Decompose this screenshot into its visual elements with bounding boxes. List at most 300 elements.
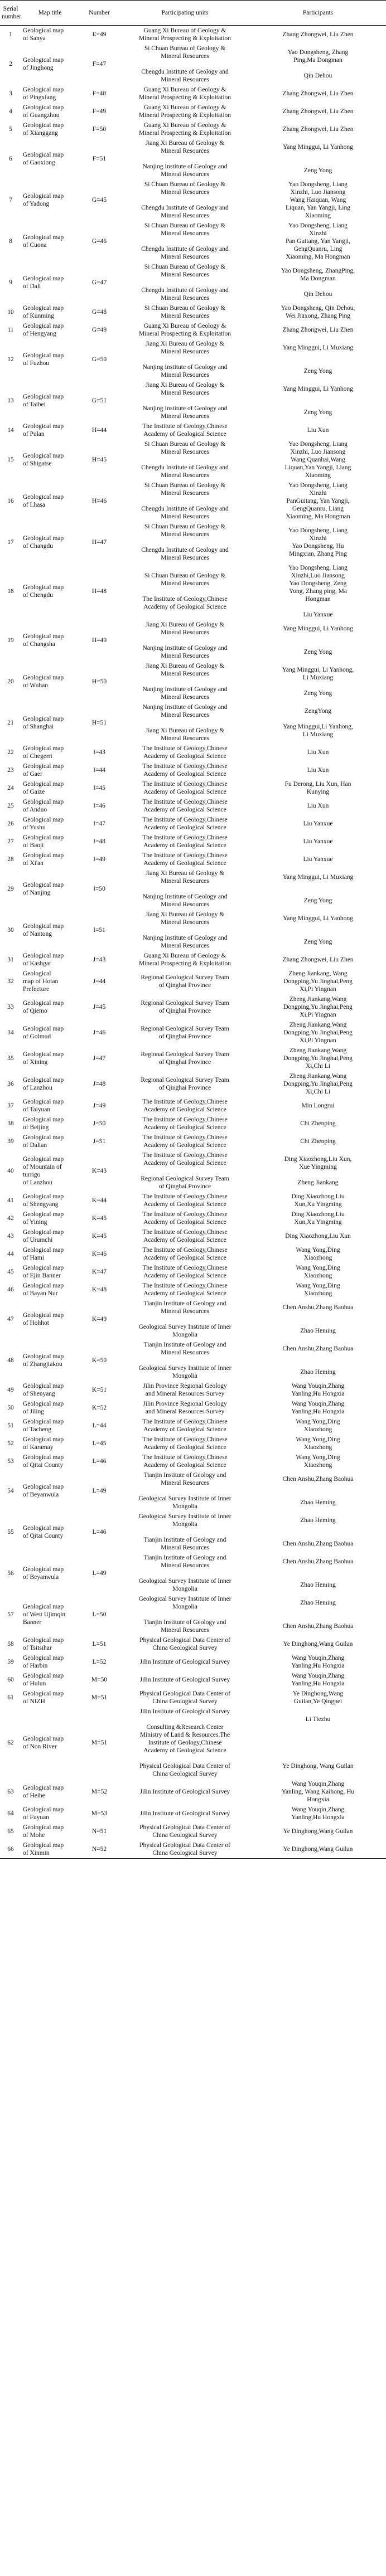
- cell-participants: Yang Minggui, Li Yanhong Zeng Yong: [283, 386, 353, 416]
- cell-participating-units: Jiang Xi Bureau of Geology & Mineral Resources Nanjing Institute of Geology and Mineral Resources: [142, 382, 228, 420]
- cell-map-number: I=49: [93, 856, 105, 863]
- cell-serial-number: 20: [7, 678, 14, 685]
- cell-map-number: K=47: [91, 1268, 107, 1275]
- cell-serial-number: 35: [7, 1055, 14, 1062]
- cell-participants: Yang Minggui, Li Yanhong Zeng Yong: [283, 625, 353, 655]
- cell-map-number: G=48: [91, 309, 107, 315]
- cell-participants: Chen Anshu,Zhang Baohua Zhao Heming: [282, 1476, 354, 1506]
- cell-participating-units: Si Chuan Bureau of Geology & Mineral Resources Chengdu Institute of Geology and Mineral Resources: [141, 441, 229, 479]
- cell-serial-number: 25: [7, 803, 14, 809]
- cell-map-title: Geological map of Mohe: [23, 1824, 64, 1839]
- cell-participating-units: The Institute of Geology,Chinese Academy of Geological Science: [142, 1099, 228, 1113]
- header-number: Number: [79, 1, 120, 26]
- table-row: [0, 1281, 386, 1299]
- cell-map-number: M=50: [91, 1676, 108, 1683]
- cell-participants: Ye Dinghong,Wang Guilan: [250, 1840, 386, 1859]
- cell-participants: Zhao Heming Chen Anshu,Zhang Baohua: [282, 1600, 354, 1630]
- cell-serial-number: 32: [7, 978, 14, 985]
- table-body: [0, 26, 386, 1859]
- cell-serial-number: 1: [9, 31, 12, 38]
- cell-map-number: L=49: [92, 1488, 107, 1494]
- table-row: [0, 421, 386, 439]
- cell-participants: Wang Youqin,Zhang Yanling,Hu Hongxia: [291, 1383, 345, 1397]
- cell-map-title: Geological map of Lhasa: [23, 494, 64, 508]
- cell-map-number: J=44: [93, 978, 106, 985]
- cell-map-title: Geological map of Taibei: [23, 393, 64, 408]
- cell-participating-units: The Institute of Geology,Chinese Academy of Geological Science: [142, 763, 228, 777]
- header-map-title: Map title: [21, 1, 79, 26]
- cell-participating-units: Physical Geological Data Center of China Geological Survey: [139, 1637, 230, 1651]
- cell-map-title: Geological map of Lanzhou: [23, 1077, 64, 1091]
- cell-serial-number: 54: [7, 1488, 14, 1494]
- table-row: [0, 1263, 386, 1281]
- cell-serial-number: 59: [7, 1659, 14, 1665]
- cell-serial-number: 12: [7, 356, 14, 363]
- cell-serial-number: 28: [7, 856, 14, 863]
- cell-map-title: Geological map of Pulan: [23, 423, 64, 438]
- cell-participants: Chen Anshu,Zhang Baohua Zhao Heming: [282, 1345, 354, 1376]
- cell-map-title: Geological map of Bayan Nur: [23, 1282, 64, 1297]
- cell-map-title: Geological map of Yadong: [23, 193, 64, 207]
- cell-participants: Zhang Zhongwei, Liu Zhen: [282, 126, 354, 133]
- cell-map-number: N=52: [79, 1840, 120, 1859]
- cell-map-title: Geological map of Urumchi: [23, 1229, 64, 1243]
- cell-participants: Wang Youqin,Zhang Yanling,Hu Hongxia: [291, 1655, 345, 1669]
- cell-map-title: Geological map of Cuona: [23, 234, 64, 249]
- table-row: [0, 994, 386, 1020]
- cell-participants: Ding Xiaozhong,Liu Xun, Xue Yingming Zheng Jiankang: [284, 1156, 352, 1186]
- cell-map-number: G=49: [91, 327, 107, 333]
- cell-map-number: H=48: [91, 588, 107, 595]
- cell-participating-units: The Institute of Geology,Chinese Academy of Geological Science: [142, 1265, 228, 1279]
- table-row: [0, 339, 386, 380]
- table-row: [0, 43, 386, 85]
- cell-participants: Ding Xiaozhong,Liu Xun,Xu Yingming: [291, 1211, 345, 1226]
- cell-map-title: Geological map of Dalian: [23, 1134, 64, 1149]
- cell-serial-number: 2: [9, 61, 12, 67]
- cell-map-number: M=53: [91, 1810, 108, 1817]
- cell-map-number: H=50: [91, 678, 107, 685]
- cell-participants: Chen Anshu,Zhang Baohua Zhao Heming: [282, 1558, 354, 1588]
- cell-map-number: J=50: [93, 1120, 106, 1127]
- cell-participating-units: Tianjin Institute of Geology and Mineral Resources Geological Survey Institute of Inner Mongolia: [138, 1300, 231, 1338]
- cell-serial-number: 31: [7, 956, 14, 963]
- cell-map-title: Geological map of Taiyuan: [23, 1099, 64, 1113]
- cell-participants: Yao Dongsheng, Liang Xinzhi Pan Guitang, Yan Yangji, GengQuanru, Ling Xiaoming, Ma Hongman: [286, 222, 350, 260]
- cell-participating-units: Si Chuan Bureau of Geology & Mineral Resources Chengdu Institute of Geology and Mineral Resources: [141, 222, 229, 260]
- cell-participants: Zheng Jiankang,Wang Dongping,Yu Jinghai,Peng Xi,Chi Li: [283, 1047, 353, 1070]
- cell-serial-number: 41: [7, 1197, 14, 1204]
- cell-participating-units: The Institute of Geology,Chinese Academy of Geological Science: [142, 1247, 228, 1261]
- cell-participating-units: The Institute of Geology,Chinese Academy of Geological Science: [142, 1193, 228, 1208]
- table-row: [0, 138, 386, 179]
- cell-serial-number: 13: [7, 397, 14, 404]
- header-participants: Participants: [250, 1, 386, 26]
- cell-serial-number: 40: [7, 1168, 14, 1174]
- cell-serial-number: 37: [7, 1102, 14, 1109]
- cell-map-number: K=48: [91, 1286, 107, 1293]
- cell-map-number: J=43: [93, 956, 106, 963]
- cell-map-number: H=45: [91, 456, 107, 463]
- cell-map-title: Geological map of Hami: [23, 1247, 64, 1261]
- cell-serial-number: 8: [9, 238, 12, 245]
- table-row: [0, 910, 386, 951]
- cell-participants: Chen Anshu,Zhang Baohua Zhao Heming: [282, 1304, 354, 1334]
- cell-participants: Ye Dinghong,Wang Guilan,Ye Qingpei: [292, 1690, 344, 1705]
- cell-map-number: H=46: [91, 498, 107, 504]
- cell-participating-units: The Institute of Geology,Chinese Academy of Geological Science: [142, 1229, 228, 1243]
- cell-map-number: L=49: [92, 1570, 107, 1577]
- cell-participants: Yao Dongsheng, Zhang Ping,Ma Dongman Qin Dehou: [287, 49, 349, 79]
- cell-participating-units: Si Chuan Bureau of Geology & Mineral Resources Chengdu Institute of Geology and Mineral Resources: [141, 45, 229, 83]
- cell-serial-number: 22: [7, 749, 14, 756]
- cell-participating-units: The Institute of Geology,Chinese Academy of Geological Science: [142, 745, 228, 760]
- cell-participating-units: Si Chuan Bureau of Geology & Mineral Resources Chengdu Institute of Geology and Mineral Resources: [141, 523, 229, 561]
- cell-serial-number: 11: [7, 327, 14, 333]
- cell-map-number: L=45: [92, 1440, 107, 1447]
- table-header-row: [0, 1, 386, 26]
- cell-map-title: Geological map of Wuhan: [23, 674, 64, 689]
- cell-participants: Wang Yong,Ding Xiaozhong: [296, 1418, 340, 1433]
- cell-serial-number: 55: [7, 1529, 14, 1535]
- cell-map-number: I=48: [93, 838, 105, 845]
- cell-map-title: Geological map of Fuyuan: [23, 1806, 64, 1821]
- table-row: [0, 1381, 386, 1399]
- table-row: [0, 850, 386, 868]
- table-row: [0, 797, 386, 815]
- cell-participating-units: Si Chuan Bureau of Geology & Mineral Resources Chengdu Institute of Geology and Mineral Resources: [141, 482, 229, 520]
- cell-participants: Zhang Zhongwei, Liu Zhen: [282, 327, 354, 333]
- cell-participants: Wang Youqin,Zhang Yanling,Hu Hongxia: [291, 1673, 345, 1687]
- table-row: [0, 1671, 386, 1689]
- cell-map-number: G=50: [91, 356, 107, 363]
- cell-map-number: F=50: [92, 126, 107, 133]
- cell-serial-number: 61: [7, 1694, 14, 1701]
- cell-participating-units: The Institute of Geology,Chinese Academy of Geological Science: [142, 799, 228, 813]
- cell-participating-units: Physical Geological Data Center of China Geological Survey: [139, 1690, 230, 1705]
- cell-participants: Li Tiezhu Ye Dinghong, Wang Guilan: [282, 1716, 354, 1770]
- cell-map-number: I=50: [93, 886, 105, 892]
- cell-map-title: Geological map of West Ujimqin Banner: [23, 1603, 66, 1626]
- cell-participating-units: The Institute of Geology,Chinese Academy of Geological Science: [142, 1436, 228, 1451]
- cell-map-title: Geological map of Qitai County: [23, 1525, 64, 1539]
- cell-participants: Chi Zhenping: [300, 1120, 336, 1127]
- cell-participating-units: Jilin Institute of Geological Survey Consulting &Research Center Ministry of Land & Resources,The Institute of Geology,Chinese Academy of Geological Science Physical Geological Data Center of China Geological Survey: [139, 1708, 230, 1777]
- cell-serial-number: 65: [7, 1828, 14, 1835]
- cell-participating-units: Si Chuan Bureau of Geology & Mineral Resources Chengdu Institute of Geology and Mineral Resources: [141, 181, 229, 219]
- cell-map-number: H=47: [91, 539, 107, 546]
- table-row: [0, 1553, 386, 1594]
- cell-map-title: Geological map of Fuzhou: [23, 352, 64, 367]
- cell-participants: ZengYong Yang Minggui,Li Yanhong, Li Muxiang: [283, 708, 353, 738]
- table-row: [0, 480, 386, 522]
- table-row: [0, 1399, 386, 1417]
- cell-participants: Liu Yanxue: [303, 820, 333, 827]
- table-row: [0, 761, 386, 779]
- table-row: [0, 1299, 386, 1340]
- cell-map-title: Geological map of Gaize: [23, 781, 64, 795]
- cell-participants: Wang Yong,Ding Xiaozhong: [296, 1454, 340, 1469]
- table-row: [0, 563, 386, 620]
- cell-map-title: Geological map of Karamay: [23, 1436, 64, 1451]
- cell-participating-units: Regional Geological Survey Team of Qinghai Province: [141, 1025, 229, 1040]
- cell-map-title: Geological map of Shengyang: [23, 1193, 64, 1208]
- cell-map-number: K=51: [91, 1387, 107, 1393]
- cell-serial-number: 26: [7, 820, 14, 827]
- cell-participants: Zheng Jiankang,Wang Dongping,Yu Jinghai,Peng Xi,Pi Yingnan: [283, 996, 353, 1018]
- cell-serial-number: 57: [7, 1611, 14, 1618]
- cell-participants: Yao Dongsheng, Liang Xinzhi, Luo Jiansong Wang Quanhai,Wang Liquan,Yan Yangji, Liang Xiaoming: [284, 441, 351, 479]
- cell-serial-number: 14: [7, 427, 14, 434]
- cell-participating-units: Jiang Xi Bureau of Geology & Mineral Resources Nanjing Institute of Geology and Mineral Resources: [142, 870, 228, 908]
- cell-map-title: Geological map of Xi'an: [23, 852, 64, 867]
- table-row: [0, 1340, 386, 1381]
- table-row: [0, 1150, 386, 1192]
- cell-serial-number: 46: [7, 1286, 14, 1293]
- table-row: [0, 1192, 386, 1209]
- cell-serial-number: 63: [7, 1788, 14, 1795]
- cell-map-title: Geological map of Nantong: [23, 923, 64, 937]
- cell-map-number: F=48: [92, 90, 107, 97]
- cell-participating-units: Guang Xi Bureau of Geology & Mineral Prospecting & Exploitation: [138, 323, 231, 337]
- header-participating-units: Participating units: [120, 1, 250, 26]
- cell-participants: Liu Xun: [307, 767, 329, 774]
- cell-map-title: Geological map of Yushu: [23, 816, 64, 831]
- cell-map-number: H=49: [91, 637, 107, 644]
- cell-participating-units: Regional Geological Survey Team of Qinghai Province: [141, 974, 229, 989]
- cell-participants: Yang Minggui, Li Yanhong Zeng Yong: [283, 915, 353, 945]
- cell-map-number: J=46: [93, 1029, 106, 1036]
- table-row: [0, 1594, 386, 1635]
- table-row: [0, 1020, 386, 1046]
- cell-map-title: Geological map of Non River: [23, 1736, 64, 1750]
- cell-participating-units: Jilin Province Regional Geology and Mineral Resources Survey: [143, 1383, 227, 1397]
- cell-map-title: Geological map of Hulun: [23, 1673, 64, 1687]
- table-row: [0, 120, 386, 138]
- cell-map-number: J=47: [93, 1055, 106, 1062]
- table-row: [0, 779, 386, 797]
- cell-map-number: I=43: [93, 749, 105, 756]
- cell-serial-number: 10: [7, 309, 14, 315]
- table-row: [0, 103, 386, 120]
- table-row: [0, 1245, 386, 1263]
- cell-map-title: Geological map of Dali: [23, 275, 64, 290]
- cell-participating-units: Jilin Province Regional Geology and Mineral Resources Survey: [143, 1401, 227, 1415]
- table-row: [0, 1417, 386, 1435]
- table-row: [0, 26, 386, 44]
- cell-participants: Ye Dinghong,Wang Guilan: [283, 1641, 353, 1647]
- table-row: [0, 1779, 386, 1805]
- cell-participating-units: Jiang Xi Bureau of Geology & Mineral Resources Nanjing Institute of Geology and Mineral Resources: [142, 140, 228, 178]
- table-row: [0, 620, 386, 661]
- table-row: [0, 1653, 386, 1671]
- cell-map-title: Geological map of Beijing: [23, 1116, 64, 1131]
- cell-participating-units: Guang Xi Bureau of Geology & Mineral Prospecting & Exploitation: [138, 27, 231, 42]
- cell-map-number: I=46: [93, 803, 105, 809]
- cell-serial-number: 60: [7, 1676, 14, 1683]
- cell-serial-number: 15: [7, 456, 14, 463]
- cell-serial-number: 44: [7, 1251, 14, 1257]
- cell-map-number: J=51: [93, 1138, 106, 1145]
- table-row: [0, 1822, 386, 1840]
- cell-participants: Zhang Zhongwei, Liu Zhen: [282, 90, 354, 97]
- cell-participants: Yao Dongsheng, Liang Xinzhi PanGuitang, Yan Yangji, GengQuanru, Liang Xiaoming, Ma Hongman: [286, 482, 350, 520]
- cell-map-title: Geological map of Mountain of turrigo of Lanzhou: [23, 1156, 64, 1186]
- cell-map-number: J=49: [93, 1102, 106, 1109]
- cell-serial-number: 36: [7, 1081, 14, 1087]
- table-row: [0, 1071, 386, 1097]
- cell-serial-number: 4: [9, 108, 12, 115]
- cell-map-number: K=46: [91, 1251, 107, 1257]
- cell-participants: Liu Xun: [307, 803, 329, 809]
- cell-participants: Ding Xiaozhong,Liu Xun: [285, 1233, 351, 1240]
- cell-map-number: L=44: [92, 1422, 107, 1429]
- cell-map-title: Geological map of Beyanwula: [23, 1484, 64, 1498]
- cell-participants: Wang Youqin,Zhang Yanling, Wang Kaihong, Hu Hongxia: [281, 1781, 355, 1803]
- table-row: [0, 1227, 386, 1245]
- cell-participating-units: Jiang Xi Bureau of Geology & Mineral Resources Nanjing Institute of Geology and Mineral Resources: [142, 663, 228, 701]
- cell-participating-units: The Institute of Geology,Chinese Academy of Geological Science: [142, 1454, 228, 1469]
- table-row: [0, 380, 386, 421]
- cell-serial-number: 45: [7, 1268, 14, 1275]
- table-row: [0, 1209, 386, 1227]
- table-row: [0, 1115, 386, 1133]
- cell-map-title: Geological map of Chengdu: [23, 584, 64, 599]
- table-row: [0, 702, 386, 743]
- cell-participating-units: The Institute of Geology,Chinese Academy of Geological Science: [142, 781, 228, 795]
- cell-map-title: Geological map of Xianggang: [23, 122, 64, 137]
- cell-map-title: Geological map of Sanya: [23, 27, 64, 42]
- table-row: [0, 221, 386, 262]
- cell-participating-units: Jilin Institute of Geological Survey: [139, 1788, 230, 1795]
- cell-map-title: Geological map of Tsitsihar: [23, 1637, 64, 1651]
- cell-map-title: Geological map of Kunming: [23, 305, 64, 319]
- cell-serial-number: 47: [7, 1316, 14, 1323]
- cell-participating-units: Jiang Xi Bureau of Geology & Mineral Resources Nanjing Institute of Geology and Mineral Resources: [142, 621, 228, 659]
- cell-serial-number: 52: [7, 1440, 14, 1447]
- cell-map-title: Geological map of NIZH: [23, 1690, 64, 1705]
- cell-participants: Zheng Jiankang,Wang Dongping,Yu Jinghai,Peng Xi,Pi Yingnan: [283, 1022, 353, 1044]
- cell-map-number: H=44: [91, 427, 107, 434]
- cell-participants: Zhang Zhongwei, Liu Zhen: [282, 31, 354, 38]
- cell-serial-number: 9: [9, 279, 12, 286]
- cell-serial-number: 51: [7, 1422, 14, 1429]
- cell-map-number: G=45: [91, 197, 107, 203]
- cell-participants: Wang Youqin,Zhang Yanling,Hu Hongxia: [291, 1401, 345, 1415]
- table-row: [0, 1046, 386, 1071]
- cell-participants: Zheng Jiankang,Wang Dongping,Yu Jinghai,Peng Xi,Chi Li: [283, 1073, 353, 1095]
- cell-participating-units: Physical Geological Data Center of China Geological Survey: [120, 1840, 250, 1859]
- cell-map-number: J=45: [93, 1004, 106, 1010]
- cell-participants: Yang Minggui, Li Muxiang Zeng Yong: [282, 874, 354, 904]
- cell-serial-number: 48: [7, 1357, 14, 1364]
- table-row: [0, 969, 386, 994]
- cell-map-title: Geological map of Chegerri: [23, 745, 64, 760]
- cell-participants: Yao Dongsheng, Liang Xinzhi,Luo Jiansong Yao Dongsheng, Zeng Yong, Zhang ping, Ma Hongman Liu Yanxue: [288, 565, 348, 618]
- cell-participating-units: Geological Survey Institute of Inner Mongolia Tianjin Institute of Geology and Mineral Resources: [138, 1596, 231, 1634]
- cell-participating-units: Jilin Institute of Geological Survey: [139, 1810, 230, 1817]
- cell-map-title: Geological map of Anduo: [23, 799, 64, 813]
- cell-participating-units: The Institute of Geology,Chinese Academy of Geological Science: [142, 834, 228, 849]
- cell-participating-units: Jiang Xi Bureau of Geology & Mineral Resources Nanjing Institute of Geology and Mineral Resources: [142, 341, 228, 378]
- cell-map-title: Geological map of Beyanwula: [23, 1566, 64, 1581]
- table-row: [0, 833, 386, 850]
- table-row: [0, 522, 386, 563]
- cell-serial-number: 38: [7, 1120, 14, 1127]
- cell-map-number: L=52: [92, 1659, 107, 1665]
- cell-map-number: L=46: [92, 1458, 107, 1465]
- cell-participants: Wang Yong,Ding Xiaozhong: [296, 1247, 340, 1261]
- cell-serial-number: 42: [7, 1215, 14, 1222]
- cell-map-number: K=45: [91, 1233, 107, 1240]
- cell-participating-units: Tianjin Institute of Geology and Mineral Resources Geological Survey Institute of Inner Mongolia: [138, 1554, 231, 1592]
- cell-participants: Zheng Jiankang, Wang Dongping,Yu Jinghai,Peng Xi,Pi Yingnan: [283, 970, 353, 993]
- cell-participating-units: Regional Geological Survey Team of Qinghai Province: [141, 1051, 229, 1066]
- cell-serial-number: 24: [7, 785, 14, 791]
- table-row: [0, 868, 386, 910]
- cell-serial-number: 16: [7, 498, 14, 504]
- cell-map-number: I=47: [93, 820, 105, 827]
- cell-serial-number: 5: [9, 126, 12, 133]
- cell-serial-number: 7: [9, 197, 12, 203]
- cell-participating-units: The Institute of Geology,Chinese Academy of Geological Science: [142, 816, 228, 831]
- cell-participating-units: Tianjin Institute of Geology and Mineral Resources Geological Survey Institute of Inner Mongolia: [138, 1472, 231, 1510]
- table-row: [0, 85, 386, 103]
- cell-serial-number: 49: [7, 1387, 14, 1393]
- cell-participating-units: Guang Xi Bureau of Geology & Mineral Prospecting & Exploitation: [138, 952, 231, 967]
- cell-map-title: Geological map of Qitai County: [23, 1454, 64, 1469]
- table-row: [0, 1689, 386, 1707]
- cell-serial-number: 53: [7, 1458, 14, 1465]
- table-row: [0, 1097, 386, 1115]
- cell-participating-units: Jilin Institute of Geological Survey: [139, 1676, 230, 1683]
- cell-participants: Chi Zhenping: [300, 1138, 336, 1145]
- cell-map-title: Geological map of Changdu: [23, 535, 64, 550]
- cell-map-number: M=51: [91, 1739, 108, 1746]
- cell-participants: Yang Minggui, Li Muxiang Zeng Yong: [282, 344, 354, 375]
- cell-serial-number: 21: [7, 720, 14, 726]
- cell-participants: Wang Youqin,Zhang Yanling,Hu Hongxia: [291, 1806, 345, 1821]
- cell-participants: Yao Dongsheng, Liang Xinzhi Yao Dongsheng, Hu Mingxian, Zhang Ping: [288, 527, 348, 557]
- cell-serial-number: 27: [7, 838, 14, 845]
- cell-participants: Yao Dongsheng, Liang Xinzhi, Luo Jiansong Wang Haiquan, Wang Liquan, Yan Yangji, Ling Xiaoming: [286, 181, 350, 219]
- cell-map-title: Geological map of Jinghong: [23, 57, 64, 71]
- cell-participating-units: Jiang Xi Bureau of Geology & Mineral Resources Nanjing Institute of Geology and Mineral Resources: [142, 911, 228, 949]
- cell-participating-units: The Institute of Geology,Chinese Academy of Geological Science: [142, 1116, 228, 1131]
- cell-serial-number: 64: [7, 1810, 14, 1817]
- cell-map-number: K=43: [91, 1168, 107, 1174]
- cell-map-number: E=49: [92, 31, 107, 38]
- cell-participants: Liu Xun: [307, 749, 329, 756]
- cell-map-title: Geological map of Baoji: [23, 834, 64, 849]
- table-row: [0, 743, 386, 761]
- cell-map-title: Geological map of Heihe: [23, 1785, 64, 1799]
- cell-serial-number: 18: [7, 588, 14, 595]
- header-serial-number: Serial number: [0, 1, 21, 26]
- cell-map-title: Geological map of Gaer: [23, 763, 64, 777]
- cell-map-title: Geological map of Shigatse: [23, 453, 64, 467]
- cell-participating-units: Si Chuan Bureau of Geology & Mineral Resources: [144, 305, 226, 319]
- table-row: [0, 1707, 386, 1779]
- cell-participants: Ding Xiaozhong,Liu Xun,Xu Yingming: [291, 1193, 345, 1208]
- cell-map-title: Geological map of Qiemo: [23, 1000, 64, 1014]
- cell-participating-units: Jilin Institute of Geological Survey: [139, 1659, 230, 1665]
- cell-map-title: Geological map of Ejin Banner: [23, 1265, 64, 1279]
- cell-map-title: Geological map of Zhangjiakou: [23, 1353, 64, 1368]
- cell-map-number: L=50: [92, 1611, 107, 1618]
- cell-serial-number: 56: [7, 1570, 14, 1577]
- cell-serial-number: 43: [7, 1233, 14, 1240]
